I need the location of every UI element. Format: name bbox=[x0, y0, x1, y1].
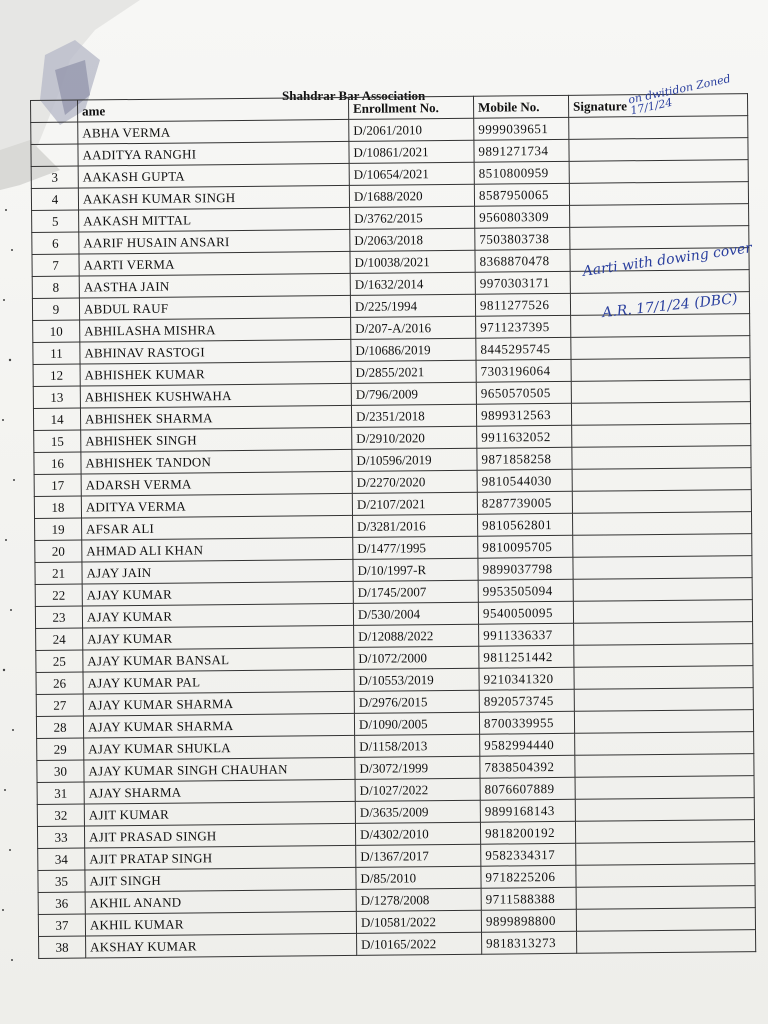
row-signature bbox=[569, 116, 748, 140]
members-table bbox=[30, 93, 756, 959]
row-signature bbox=[575, 798, 754, 822]
row-name: AKHIL ANAND bbox=[85, 889, 356, 914]
row-sno: 10 bbox=[33, 320, 80, 342]
row-sno: 20 bbox=[35, 540, 82, 562]
attendance-sheet bbox=[30, 93, 756, 959]
row-mobile: 8510800959 bbox=[474, 161, 569, 184]
row-sno: 15 bbox=[34, 430, 81, 452]
row-name: AJAY SHARMA bbox=[84, 779, 355, 804]
row-sno: 13 bbox=[33, 386, 80, 408]
row-name: AAKASH GUPTA bbox=[78, 163, 349, 188]
row-name: AJAY KUMAR PAL bbox=[83, 669, 354, 694]
row-sno: 33 bbox=[37, 826, 84, 848]
row-signature bbox=[576, 886, 755, 910]
row-signature bbox=[572, 424, 751, 448]
row-signature bbox=[574, 644, 753, 668]
row-enrollment: D/2910/2020 bbox=[352, 426, 477, 449]
row-mobile: 9560803309 bbox=[475, 205, 570, 228]
row-enrollment: D/3635/2009 bbox=[355, 800, 480, 823]
row-name: AJAY KUMAR bbox=[83, 625, 354, 650]
row-signature bbox=[573, 534, 752, 558]
row-mobile: 9811251442 bbox=[479, 645, 574, 668]
row-mobile: 9899037798 bbox=[478, 557, 573, 580]
row-signature bbox=[569, 138, 748, 162]
row-mobile: 9540050095 bbox=[478, 601, 573, 624]
row-signature bbox=[575, 732, 754, 756]
row-mobile: 9711588388 bbox=[481, 887, 576, 910]
row-mobile: 7838504392 bbox=[480, 755, 575, 778]
row-name: ABHISHEK SINGH bbox=[81, 427, 352, 452]
row-signature bbox=[572, 512, 751, 536]
row-signature bbox=[571, 314, 750, 338]
row-mobile: 9899168143 bbox=[480, 799, 575, 822]
row-sno: 18 bbox=[34, 496, 81, 518]
row-enrollment: D/2855/2021 bbox=[351, 360, 476, 383]
row-name: ABHILASHA MISHRA bbox=[80, 317, 351, 342]
row-mobile: 7303196064 bbox=[476, 359, 571, 382]
row-signature bbox=[574, 666, 753, 690]
row-mobile: 9899898800 bbox=[481, 909, 576, 932]
header-enrollment: Enrollment No. bbox=[348, 96, 473, 119]
row-sno: 30 bbox=[37, 760, 84, 782]
row-enrollment: D/1072/2000 bbox=[354, 646, 479, 669]
row-name: AJAY KUMAR bbox=[82, 581, 353, 606]
row-sno: 8 bbox=[32, 276, 79, 298]
row-sno bbox=[31, 144, 78, 166]
row-sno: 24 bbox=[36, 628, 83, 650]
row-enrollment: D/1477/1995 bbox=[353, 536, 478, 559]
header-signature-note: on dwitidon Zoned 17/1/24 bbox=[627, 72, 732, 118]
row-name: AKHIL KUMAR bbox=[85, 911, 356, 936]
row-mobile: 8368870478 bbox=[475, 249, 570, 272]
row-enrollment: D/1745/2007 bbox=[353, 580, 478, 603]
row-sno: 21 bbox=[35, 562, 82, 584]
header-name: ame bbox=[78, 97, 349, 122]
row-sno: 26 bbox=[36, 672, 83, 694]
row-mobile: 9811277526 bbox=[475, 293, 570, 316]
row-signature bbox=[573, 578, 752, 602]
row-mobile: 9970303171 bbox=[475, 271, 570, 294]
row-name: AJAY KUMAR SHARMA bbox=[83, 691, 354, 716]
row-signature bbox=[575, 776, 754, 800]
row-sno: 23 bbox=[35, 606, 82, 628]
row-mobile: 9911336337 bbox=[479, 623, 574, 646]
row-name: AJIT PRASAD SINGH bbox=[84, 823, 355, 848]
row-enrollment: D/1278/2008 bbox=[356, 888, 481, 911]
row-enrollment: D/10654/2021 bbox=[349, 162, 474, 185]
row-enrollment: D/10038/2021 bbox=[350, 250, 475, 273]
row-sno: 14 bbox=[33, 408, 80, 430]
row-name: AJIT PRATAP SINGH bbox=[85, 845, 356, 870]
row-sno: 17 bbox=[34, 474, 81, 496]
row-mobile: 9718225206 bbox=[481, 865, 576, 888]
row-name: AJIT SINGH bbox=[85, 867, 356, 892]
row-signature bbox=[571, 402, 750, 426]
row-name: AARTI VERMA bbox=[79, 251, 350, 276]
row-name: AJAY JAIN bbox=[82, 559, 353, 584]
row-enrollment: D/85/2010 bbox=[356, 866, 481, 889]
row-name: ABHINAV RASTOGI bbox=[80, 339, 351, 364]
row-name: AJAY KUMAR SINGH CHAUHAN bbox=[84, 757, 355, 782]
row-mobile: 8445295745 bbox=[476, 337, 571, 360]
row-name: ABHISHEK SHARMA bbox=[80, 405, 351, 430]
row-mobile: 8076607889 bbox=[480, 777, 575, 800]
row-sno: 19 bbox=[35, 518, 82, 540]
row-mobile: 9210341320 bbox=[479, 667, 574, 690]
row-mobile: 8700339955 bbox=[479, 711, 574, 734]
row-enrollment: D/10596/2019 bbox=[352, 448, 477, 471]
row-sno: 5 bbox=[32, 210, 79, 232]
row-signature bbox=[572, 468, 751, 492]
row-signature bbox=[573, 556, 752, 580]
row-mobile: 9871858258 bbox=[477, 447, 572, 470]
row-mobile: 9999039651 bbox=[474, 117, 569, 140]
row-name: ABHISHEK TANDON bbox=[81, 449, 352, 474]
row-sno: 32 bbox=[37, 804, 84, 826]
row-signature bbox=[573, 600, 752, 624]
row-sno: 35 bbox=[38, 870, 85, 892]
row-signature bbox=[571, 336, 750, 360]
row-name: AFSAR ALI bbox=[82, 515, 353, 540]
row-name: AAKASH KUMAR SINGH bbox=[78, 185, 349, 210]
row-mobile: 8287739005 bbox=[477, 491, 572, 514]
row-sno: 7 bbox=[32, 254, 79, 276]
row-sno: 4 bbox=[31, 188, 78, 210]
row-sno: 29 bbox=[37, 738, 84, 760]
row-mobile: 8587950065 bbox=[474, 183, 569, 206]
row-name: AARIF HUSAIN ANSARI bbox=[79, 229, 350, 254]
row-name: AASTHA JAIN bbox=[79, 273, 350, 298]
row-sno: 25 bbox=[36, 650, 83, 672]
row-signature bbox=[574, 688, 753, 712]
row-mobile: 9582994440 bbox=[480, 733, 575, 756]
row-name: AADITYA RANGHI bbox=[78, 141, 349, 166]
row-name: AJAY KUMAR SHARMA bbox=[83, 713, 354, 738]
row-signature bbox=[572, 490, 751, 514]
row-signature bbox=[574, 622, 753, 646]
row-enrollment: D/207-A/2016 bbox=[351, 316, 476, 339]
row-sno: 12 bbox=[33, 364, 80, 386]
row-enrollment: D/10686/2019 bbox=[351, 338, 476, 361]
row-enrollment: D/1367/2017 bbox=[356, 844, 481, 867]
row-enrollment: D/10581/2022 bbox=[356, 910, 481, 933]
row-enrollment: D/1632/2014 bbox=[350, 272, 475, 295]
row-signature bbox=[575, 754, 754, 778]
row-signature bbox=[574, 710, 753, 734]
header-signature: Signature bbox=[568, 94, 747, 118]
row-enrollment: D/12088/2022 bbox=[354, 624, 479, 647]
row-signature bbox=[569, 182, 748, 206]
row-sno: 34 bbox=[38, 848, 85, 870]
row-name: ADARSH VERMA bbox=[81, 471, 352, 496]
row-name: ABHISHEK KUMAR bbox=[80, 361, 351, 386]
row-signature bbox=[577, 930, 756, 954]
row-mobile: 9810544030 bbox=[477, 469, 572, 492]
row-enrollment: D/2063/2018 bbox=[350, 228, 475, 251]
row-enrollment: D/1688/2020 bbox=[349, 184, 474, 207]
row-enrollment: D/3072/1999 bbox=[355, 756, 480, 779]
row-signature bbox=[570, 204, 749, 228]
row-mobile: 9711237395 bbox=[476, 315, 571, 338]
row-sno: 27 bbox=[36, 694, 83, 716]
row-sno: 9 bbox=[32, 298, 79, 320]
row-sno: 38 bbox=[39, 936, 86, 958]
page-title: Shahdrar Bar Association bbox=[282, 88, 426, 103]
row-enrollment: D/10861/2021 bbox=[349, 140, 474, 163]
row-enrollment: D/2107/2021 bbox=[352, 492, 477, 515]
row-mobile: 9818200192 bbox=[480, 821, 575, 844]
row-name: AJIT KUMAR bbox=[84, 801, 355, 826]
row-enrollment: D/2270/2020 bbox=[352, 470, 477, 493]
row-enrollment: D/10/1997-R bbox=[353, 558, 478, 581]
row-sno: 36 bbox=[38, 892, 85, 914]
row-name: ABDUL RAUF bbox=[79, 295, 350, 320]
row-mobile: 9650570505 bbox=[476, 381, 571, 404]
row-sno: 16 bbox=[34, 452, 81, 474]
header-sno bbox=[31, 100, 78, 122]
row-enrollment: D/3281/2016 bbox=[353, 514, 478, 537]
row-enrollment: D/2061/2010 bbox=[349, 118, 474, 141]
row-sno: 37 bbox=[38, 914, 85, 936]
row-signature bbox=[575, 820, 754, 844]
row-enrollment: D/796/2009 bbox=[351, 382, 476, 405]
row-mobile: 7503803738 bbox=[475, 227, 570, 250]
row-enrollment: D/530/2004 bbox=[353, 602, 478, 625]
row-mobile: 9810562801 bbox=[477, 513, 572, 536]
row-name: AKSHAY KUMAR bbox=[86, 933, 357, 958]
row-sno: 28 bbox=[36, 716, 83, 738]
signature-row-9: A.R. 17/1/24 (DBC) bbox=[601, 290, 739, 322]
row-enrollment: D/4302/2010 bbox=[355, 822, 480, 845]
row-sno: 22 bbox=[35, 584, 82, 606]
row-name: AJAY KUMAR bbox=[82, 603, 353, 628]
row-enrollment: D/3762/2015 bbox=[350, 206, 475, 229]
row-name: AJAY KUMAR BANSAL bbox=[83, 647, 354, 672]
row-mobile: 8920573745 bbox=[479, 689, 574, 712]
row-mobile: 9911632052 bbox=[477, 425, 572, 448]
row-signature bbox=[576, 864, 755, 888]
row-enrollment: D/1027/2022 bbox=[355, 778, 480, 801]
row-enrollment: D/10553/2019 bbox=[354, 668, 479, 691]
row-name: ABHISHEK KUSHWAHA bbox=[80, 383, 351, 408]
row-mobile: 9582334317 bbox=[481, 843, 576, 866]
row-enrollment: D/225/1994 bbox=[350, 294, 475, 317]
row-enrollment: D/10165/2022 bbox=[357, 932, 482, 955]
row-sno bbox=[31, 122, 78, 144]
row-mobile: 9953505094 bbox=[478, 579, 573, 602]
row-mobile: 9818313273 bbox=[482, 931, 577, 954]
row-sno: 31 bbox=[37, 782, 84, 804]
row-signature bbox=[572, 446, 751, 470]
row-enrollment: D/1158/2013 bbox=[355, 734, 480, 757]
row-name: AJAY KUMAR SHUKLA bbox=[84, 735, 355, 760]
row-mobile: 9810095705 bbox=[478, 535, 573, 558]
row-signature bbox=[571, 380, 750, 404]
row-sno: 3 bbox=[31, 166, 78, 188]
row-sno: 6 bbox=[32, 232, 79, 254]
row-sno: 11 bbox=[33, 342, 80, 364]
row-signature bbox=[569, 160, 748, 184]
row-enrollment: D/2351/2018 bbox=[351, 404, 476, 427]
row-signature bbox=[576, 842, 755, 866]
signature-row-7: Aarti with dowing cover bbox=[581, 240, 753, 280]
row-name: ABHA VERMA bbox=[78, 119, 349, 144]
row-name: ADITYA VERMA bbox=[81, 493, 352, 518]
row-name: AHMAD ALI KHAN bbox=[82, 537, 353, 562]
header-mobile: Mobile No. bbox=[473, 95, 568, 118]
row-signature bbox=[576, 908, 755, 932]
row-mobile: 9899312563 bbox=[476, 403, 571, 426]
row-mobile: 9891271734 bbox=[474, 139, 569, 162]
row-enrollment: D/2976/2015 bbox=[354, 690, 479, 713]
row-name: AAKASH MITTAL bbox=[79, 207, 350, 232]
row-enrollment: D/1090/2005 bbox=[354, 712, 479, 735]
row-signature bbox=[571, 358, 750, 382]
